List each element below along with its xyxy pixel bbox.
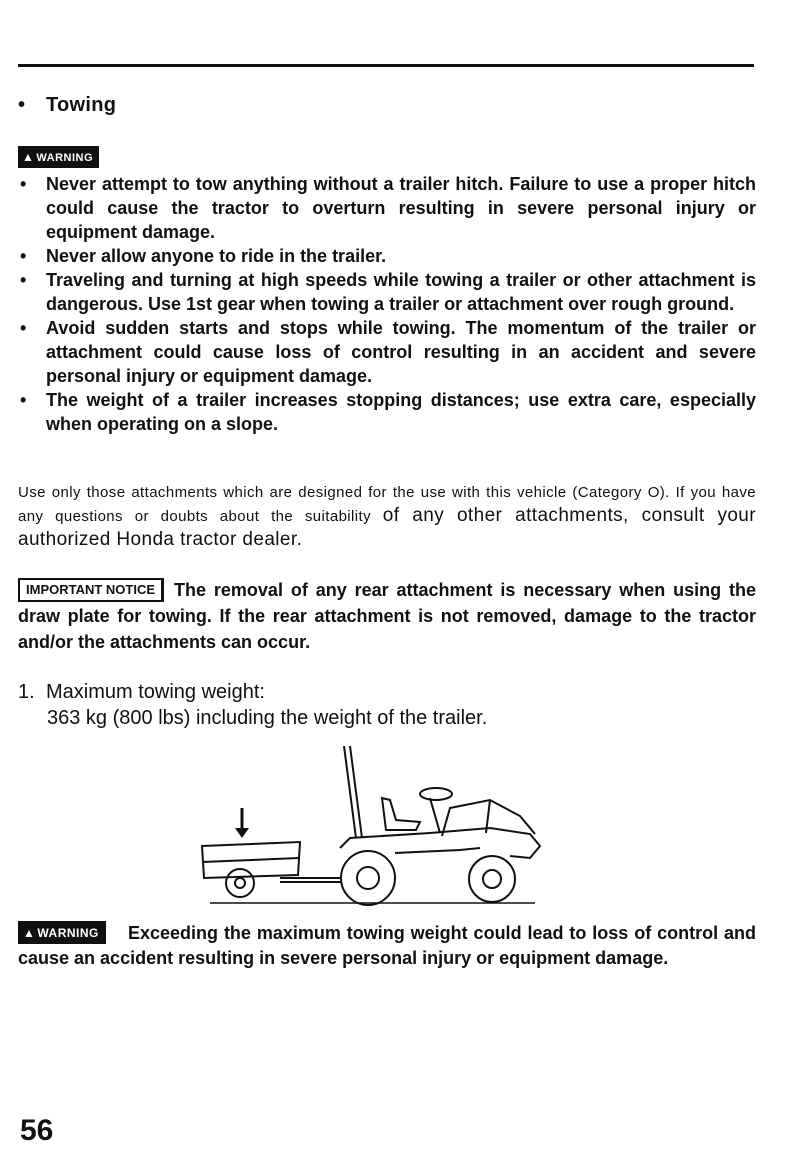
important-notice-text: The removal of any rear attachment is necessary when using the draw plate for towing. If the rear attachment is not removed, damage to the tractor and/or the attachments can occur.	[18, 580, 756, 652]
section-heading	[18, 94, 116, 117]
warning-item: • Avoid sudden starts and stops while towing. The momentum of the trailer or attachment could cause loss of control resulting in an accident and severe personal injury or equipment damage.	[18, 316, 756, 388]
tractor-towing-trailer-icon	[190, 738, 560, 908]
warning-item: • The weight of a trailer increases stopping distances; use extra care, especially when operating on a slope.	[18, 388, 756, 436]
warning-badge	[18, 146, 99, 168]
warning-triangle-icon: ▲	[23, 926, 36, 940]
important-notice	[18, 577, 756, 655]
attachments-note	[18, 481, 756, 552]
top-rule	[18, 64, 754, 67]
warning-item: • Never allow anyone to ride in the trailer.	[18, 244, 756, 268]
final-warning	[18, 921, 756, 971]
important-notice-label: IMPORTANT NOTICE	[18, 578, 164, 602]
warning-triangle-icon: ▲	[22, 150, 35, 164]
attachments-note-line2: of any other attachments, consult your authorized Honda tractor dealer.	[18, 505, 756, 550]
warning-item: • Traveling and turning at high speeds while towing a trailer or other attachment is dangerous. Use 1st gear when towing a trailer or attachment over rough ground.	[18, 268, 756, 316]
warning-badge-label: WARNING	[37, 926, 99, 940]
warning-list	[18, 172, 756, 436]
page-number: 56	[20, 1114, 54, 1147]
section-title: Towing	[46, 94, 117, 116]
warning-badge-label: WARNING	[36, 152, 94, 164]
heading-bullet: •	[18, 94, 26, 116]
attachments-note-line1: Use only those attachments which are designed for the use with this vehicle (Category O). If you have any questions or doubts about the suitability	[18, 484, 756, 525]
final-warning-text: Exceeding the maximum towing weight could lead to loss of control and cause an accident resulting in severe personal injury or equipment damage.	[18, 923, 756, 968]
spec-title: Maximum towing weight:	[46, 681, 265, 703]
towing-spec	[18, 679, 756, 731]
spec-value: 363 kg (800 lbs) including the weight of the trailer.	[47, 707, 488, 729]
warning-item: • Never attempt to tow anything without a trailer hitch. Failure to use a proper hitch could cause the tractor to overturn resulting in severe personal injury or equipment damage.	[18, 172, 756, 244]
spec-number: 1.	[18, 681, 35, 703]
